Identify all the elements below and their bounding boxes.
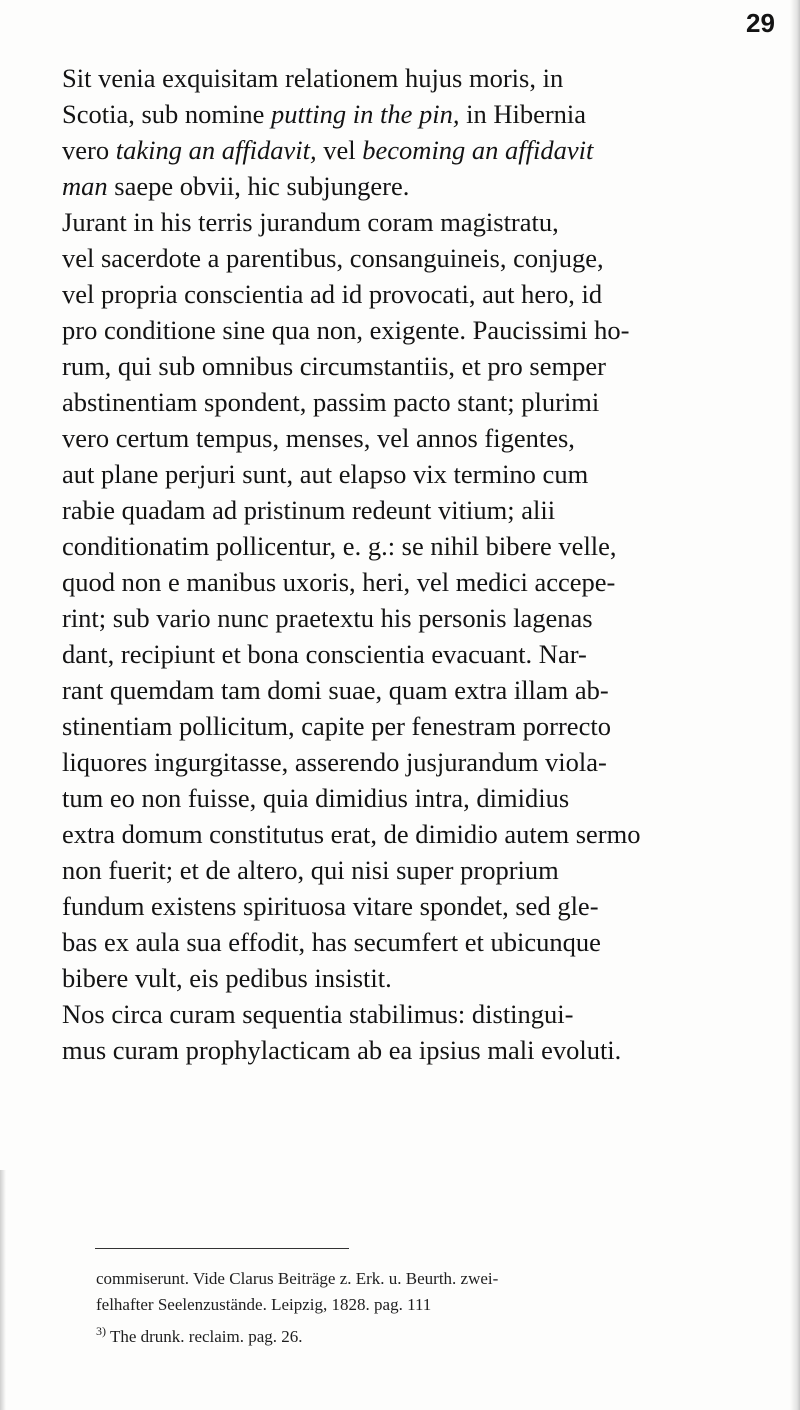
text-run: extra domum constitutus erat, de dimidio autem sermo <box>62 819 641 849</box>
italic-phrase: putting in the pin, <box>271 99 460 129</box>
text-line <box>62 852 559 888</box>
text-line <box>62 420 575 456</box>
italic-phrase: becoming an affidavit <box>362 135 594 165</box>
footnote-separator <box>95 1248 349 1249</box>
page-edge-shadow-left <box>0 1170 6 1410</box>
text-line <box>62 708 611 744</box>
text-line <box>62 132 593 168</box>
text-line <box>62 744 607 780</box>
text-run: vel <box>316 135 363 165</box>
text-line <box>62 996 573 1032</box>
text-run: non fuerit; et de altero, qui nisi super proprium <box>62 855 559 885</box>
text-line <box>62 276 602 312</box>
text-line <box>62 780 569 816</box>
italic-phrase: man <box>62 171 108 201</box>
text-line <box>62 240 604 276</box>
text-line <box>62 96 586 132</box>
text-run: vel sacerdote a parentibus, consanguineis, conjuge, <box>62 243 604 273</box>
text-line <box>62 960 392 996</box>
footnote-line: commiserunt. Vide Clarus Beiträge z. Erk. u. Beurth. zwei- <box>96 1269 499 1288</box>
text-run: pro conditione sine qua non, exigente. Paucissimi ho- <box>62 315 630 345</box>
text-run: conditionatim pollicentur, e. g.: se nihil bibere velle, <box>62 531 617 561</box>
text-run: bas ex aula sua effodit, has secumfert et ubicunque <box>62 927 601 957</box>
text-run: quod non e manibus uxoris, heri, vel medici accepe- <box>62 567 616 597</box>
text-line <box>62 168 409 204</box>
text-run: Sit venia exquisitam relationem hujus moris, in <box>62 63 564 93</box>
text-run: vel propria conscientia ad id provocati, aut hero, id <box>62 279 603 309</box>
text-run: in Hibernia <box>459 99 587 129</box>
text-line <box>62 816 640 852</box>
text-line <box>62 456 588 492</box>
text-run: stinentiam pollicitum, capite per fenestram porrecto <box>62 711 611 741</box>
text-line <box>62 348 606 384</box>
text-line <box>62 204 559 240</box>
text-line <box>62 60 563 96</box>
text-run: bibere vult, eis pedibus insistit. <box>62 963 392 993</box>
text-run: abstinentiam spondent, passim pacto stant; plurimi <box>62 387 600 417</box>
text-run: vero certum tempus, menses, vel annos figentes, <box>62 423 575 453</box>
text-line <box>62 1032 621 1068</box>
footnote-text: The drunk. reclaim. pag. 26. <box>106 1327 303 1346</box>
text-run: mus curam prophylacticam ab ea ipsius mali evoluti. <box>62 1035 622 1065</box>
text-run: liquores ingurgitasse, asserendo jusjurandum viola- <box>62 747 607 777</box>
text-run: rabie quadam ad pristinum redeunt vitium; alii <box>62 495 556 525</box>
text-line <box>62 672 609 708</box>
footnote-marker: 3) <box>96 1324 106 1338</box>
footnote-line <box>96 1318 303 1344</box>
text-run: aut plane perjuri sunt, aut elapso vix termino cum <box>62 459 589 489</box>
text-run: saepe obvii, hic subjungere. <box>107 171 410 201</box>
text-run: rint; sub vario nunc praetextu his personis lagenas <box>62 603 593 633</box>
text-line <box>62 888 599 924</box>
text-line <box>62 492 555 528</box>
text-run: Jurant in his terris jurandum coram magistratu, <box>62 207 559 237</box>
text-line <box>62 924 601 960</box>
text-run: rant quemdam tam domi suae, quam extra illam ab- <box>62 675 609 705</box>
text-run: vero <box>62 135 116 165</box>
text-line <box>62 636 587 672</box>
page-number: 29 <box>746 8 775 38</box>
text-line <box>62 600 593 636</box>
text-run: tum eo non fuisse, quia dimidius intra, dimidius <box>62 783 570 813</box>
text-run: Nos circa curam sequentia stabilimus: distingui- <box>62 999 574 1029</box>
text-line <box>62 312 629 348</box>
page-edge-shadow <box>790 0 800 1410</box>
text-line <box>62 564 615 600</box>
text-run: rum, qui sub omnibus circumstantiis, et pro semper <box>62 351 606 381</box>
italic-phrase: taking an affidavit, <box>115 135 317 165</box>
text-run: Scotia, sub nomine <box>62 99 272 129</box>
footnote-line: felhafter Seelenzustände. Leipzig, 1828. pag. 111 <box>96 1295 432 1314</box>
text-run: fundum existens spirituosa vitare spondet, sed gle- <box>62 891 599 921</box>
text-line <box>62 528 617 564</box>
text-line <box>62 384 599 420</box>
text-run: dant, recipiunt et bona conscientia evacuant. Nar- <box>62 639 587 669</box>
